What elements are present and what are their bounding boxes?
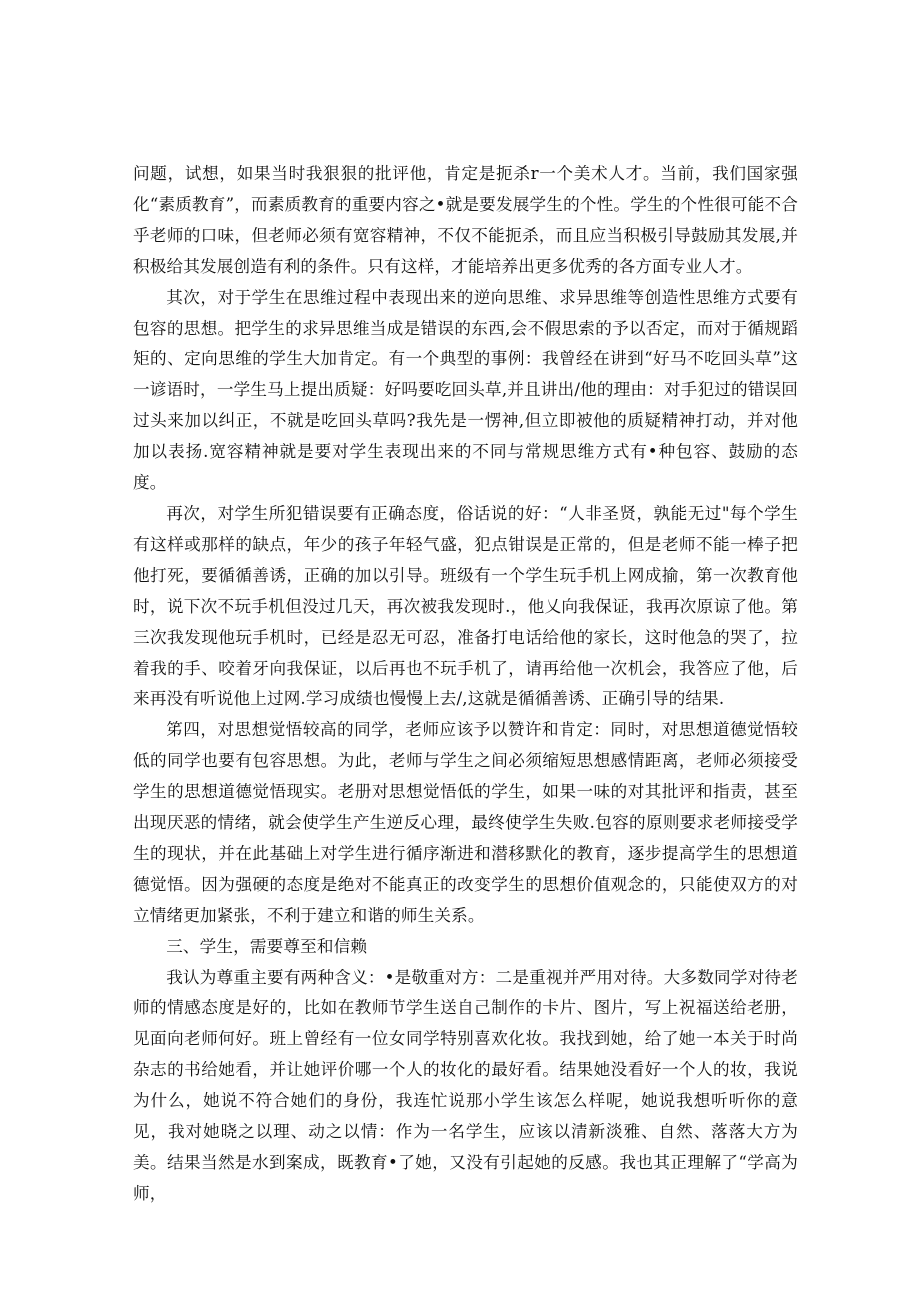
paragraph-continuation: 问题，试想，如果当时我狠狠的批评他，肯定是扼杀r一个美术人才。当前，我们国家强化“素质教育”，而素质教育的重要内容之•就是要发展学生的个性。学生的个性很可能不合乎老师的口味，但老师必须有宽容精神，不仅不能扼杀，而且应当积极引导鼓励其发展,并积极给其发展创造有利的条件。只有这样，才能培养出更多优秀的各方面专业人才。: [133, 164, 798, 276]
document-page: [133, 159, 798, 1210]
paragraph-fourth-point: 笫四，对思想觉悟较高的同学，老师应该予以赞许和肯定：同时，对思想道德觉悟较低的同学也要有包容思想。为此，老师与学生之间必须缩短思想感情距离，老师必须接受学生的思想道德觉悟现实。老册对思想觉悟低的学生，如果一味的对其批评和指责，甚至出现厌恶的情绪，就会使学生产生逆反心理，最终使学生失败.包容的原则要求老师接受学生的现状，并在此基础上对学生进行循序渐进和潜移默化的教育，逐步提高学生的思想道德觉悟。因为强硬的态度是绝对不能真正的改变学生的思想价值观念的，只能使双方的对立情绪更加紧张，不利于建立和谐的师生关系。: [133, 720, 798, 925]
section-heading: 三、学生，需要尊至和信赖: [166, 936, 368, 956]
paragraph-respect: 我认为尊重主要有两种含义：•是敬重对方：二是重视并严用对待。大多数同学对待老师的情感态度是好的，比如在教师节学生送自己制作的卡片、图片，写上祝福送给老册，见面向老师何好。班上曾经有一位女同学特别喜欢化妆。我找到她，给了她一本关于时尚杂志的书给她看，并让她评价哪一个人的妆化的最好看。结果她没看好一个人的妆，我说为什么，她说不符合她们的身份，我连忙说那小学生该怎么样呢，她说我想听听你的意见，我对她晓之以理、动之以情：作为一名学生，应该以清新淡雅、自然、落落大方为美。结果当然是水到案成，既教育•了她，又没有引起她的反感。我也其正理解了“学高为师，: [133, 967, 798, 1203]
paragraph-second-point: 其次，对于学生在思维过程中表现出来的逆向思维、求异思维等创造性思维方式要有包容的思想。把学生的求异思维当成是错误的东西,会不假思索的予以否定，而对于循规蹈矩的、定向思维的学生大加肯定。有一个典型的事例：我曾经在讲到“好马不吃回头草”这一谚语时，一学生马上提出质疑：好吗要吃回头草,并且讲出/他的理由：对手犯过的错误回过头来加以纠正，不就是吃回头草吗?我先是一愣神,但立即被他的质疑精神打动，并对他加以表扬.宽容精神就是要对学生表现出来的不同与常规思维方式有•种包容、鼓励的态度。: [133, 287, 798, 493]
paragraph-third-point: 再次，对学生所犯错误要有正确态度，俗话说的好：“人非圣贤，孰能无过"每个学生有这样或那样的缺点，年少的孩子年轻气盛，犯点钳误是正常的，但是老师不能一棒子把他打死，要循循善诱，正确的加以引导。班级有一个学生玩手机上网成揄，第一次教育他时，说下次不玩手机但没过几天，再次被我发现时.，他乂向我保证，我再次原谅了他。第三次我发现他玩手机时，已经是忍无可忍，准备打电话给他的家长，这时他急的哭了，拉着我的手、咬着牙向我保证，以后再也不玩手机了，请再给他一次机会，我答应了他，后来再没有听说他上过网.学习成绩也慢慢上去/,这就是循循善诱、正确引导的结果.: [133, 503, 798, 709]
